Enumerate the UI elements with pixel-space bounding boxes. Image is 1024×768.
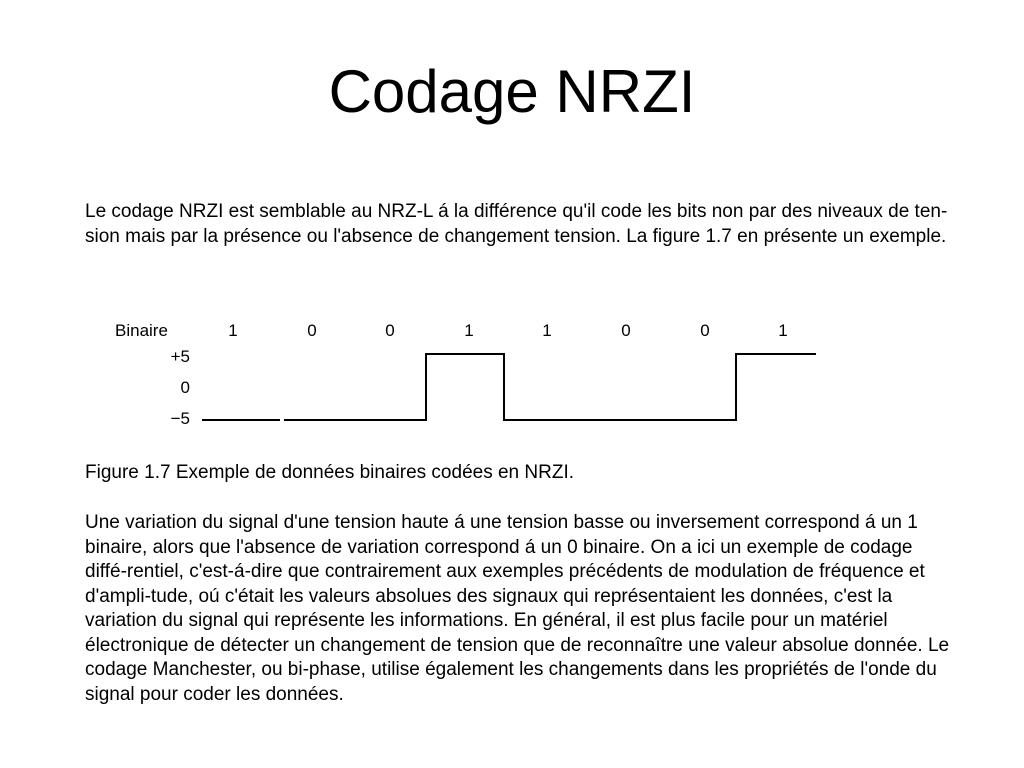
- intro-paragraph: Le codage NRZI est semblable au NRZ-L á la différence qu'il code les bits non par des niveaux de ten-sion mais par la présence ou l'absence de changement tension. La figure 1.7 en présente un exemple.: [85, 201, 948, 247]
- bit-label: 0: [700, 321, 710, 340]
- nrzi-diagram: [100, 310, 840, 440]
- level-low-label: −5: [170, 409, 190, 428]
- body-paragraph: Une variation du signal d'une tension haute á une tension basse ou inversement correspond á un 1 binaire, alors que l'absence de variation correspond á un 0 binaire. On a ici un exemple de codage diffé-rentiel, c'est-á-dire que contrairement aux exemples précédents de modulation de fréquence et d'ampli-tude, oú c'était les valeurs absolues des signaux qui représentaient les données, c'est la variation du signal qui représente les informations. En général, il est plus facile pour un matériel électronique de détecter un changement de tension que de reconnaître une valeur absolue donnée. Le codage Manchester, ou bi-phase, utilise également les changements dans les propriétés de l'onde du signal pour coder les données.: [85, 512, 950, 705]
- level-zero-label: 0: [180, 378, 190, 397]
- level-high-label: +5: [170, 347, 190, 366]
- nrzi-figure: [100, 310, 840, 440]
- bit-label: 0: [385, 321, 395, 340]
- bit-label: 1: [228, 321, 238, 340]
- binaire-label: Binaire: [115, 321, 168, 340]
- bit-label: 1: [778, 321, 788, 340]
- bit-label: 1: [542, 321, 552, 340]
- bit-label: 0: [307, 321, 317, 340]
- bit-label: 0: [621, 321, 631, 340]
- nrzi-signal-waveform: [202, 354, 816, 420]
- slide-title: Codage NRZI: [328, 58, 696, 125]
- bit-label: 1: [464, 321, 474, 340]
- figure-caption: Figure 1.7 Exemple de données binaires codées en NRZI.: [85, 462, 574, 483]
